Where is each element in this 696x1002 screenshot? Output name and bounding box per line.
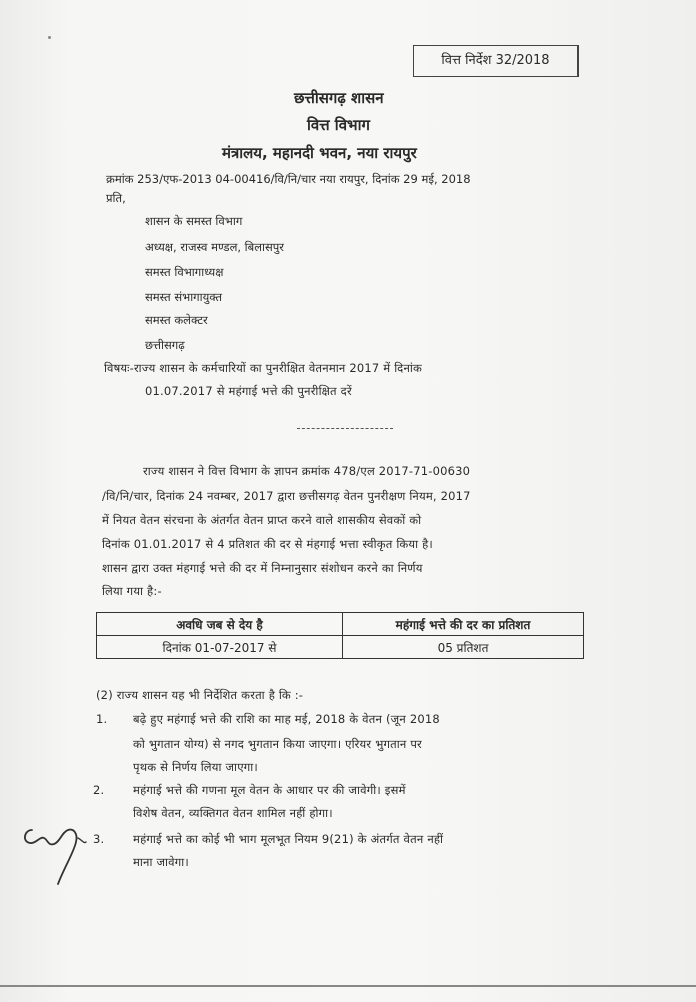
table-header-cell: अवधि जब से देय है: [97, 613, 343, 636]
address-heading: मंत्रालय, महानदी भवन, नया रायपुर: [222, 144, 417, 162]
department-heading: वित्त विभाग: [307, 116, 370, 134]
directive-intro: (2) राज्य शासन यह भी निर्देशित करता है कि :-: [96, 688, 304, 702]
paper-speck: [48, 36, 51, 39]
point-line: पृथक से निर्णय लिया जाएगा।: [133, 760, 258, 774]
recipient-item: समस्त कलेक्टर: [145, 313, 208, 327]
da-rate-table: [96, 612, 584, 659]
table-header-row: [97, 613, 584, 636]
point-line: महंगाई भत्ते की गणना मूल वेतन के आधार पर की जावेगी। इसमें: [133, 783, 406, 797]
memo-number-line: क्रमांक 253/एफ-2013 04-00416/वि/नि/चार नया रायपुर, दिनांक 29 मई, 2018: [106, 172, 471, 186]
recipient-item: छत्तीसगढ़: [145, 338, 185, 352]
subject-line-1: विषयः-राज्य शासन के कर्मचारियों का पुनरीक्षित वेतनमान 2017 में दिनांक: [104, 361, 423, 375]
point-line: को भुगतान योग्य) से नगद भुगतान किया जाएगा। एरियर भुगतान पर: [133, 737, 422, 751]
recipient-item: अध्यक्ष, राजस्व मण्डल, बिलासपुर: [145, 240, 285, 254]
page-bottom-edge: [0, 985, 696, 987]
recipient-item: शासन के समस्त विभाग: [145, 214, 243, 228]
reference-number-box: वित्त निर्देश 32/2018: [413, 45, 579, 77]
table-header-cell: महंगाई भत्ते की दर का प्रतिशत: [343, 613, 584, 636]
paragraph-line: दिनांक 01.01.2017 से 4 प्रतिशत की दर से मंहगाई भत्ता स्वीकृत किया है।: [102, 537, 433, 551]
point-number: 3.: [93, 832, 105, 846]
paragraph-line: लिया गया है:-: [102, 584, 162, 598]
paragraph-line: /वि/नि/चार, दिनांक 24 नवम्बर, 2017 द्वारा छत्तीसगढ़ वेतन पुनरीक्षण नियम, 2017: [102, 489, 471, 503]
point-line: महंगाई भत्ते का कोई भी भाग मूलभूत नियम 9(21) के अंतर्गत वेतन नहीं: [133, 832, 444, 846]
table-cell: 05 प्रतिशत: [343, 636, 584, 659]
point-number: 2.: [93, 783, 105, 797]
paragraph-line: राज्य शासन ने वित्त विभाग के ज्ञापन क्रमांक 478/एल 2017-71-00630: [143, 464, 471, 478]
table-row: [97, 636, 584, 659]
to-label: प्रति,: [106, 191, 126, 205]
point-line: माना जावेगा।: [133, 855, 189, 869]
government-heading: छत्तीसगढ़ शासन: [294, 89, 384, 107]
subject-line-2: 01.07.2017 से महंगाई भत्ते की पुनरीक्षित दरें: [145, 384, 352, 398]
recipient-item: समस्त विभागाध्यक्ष: [145, 265, 224, 279]
paragraph-line: शासन द्वारा उक्त मंहगाई भत्ते की दर में निम्नानुसार संशोधन करने का निर्णय: [102, 561, 423, 575]
point-line: बढ़े हुए महंगाई भत्ते की राशि का माह मई, 2018 के वेतन (जून 2018: [133, 712, 440, 726]
point-number: 1.: [96, 712, 108, 726]
table-cell: दिनांक 01-07-2017 से: [97, 636, 343, 659]
separator-dashes: [297, 428, 393, 429]
paragraph-line: में नियत वेतन संरचना के अंतर्गत वेतन प्राप्त करने वाले शासकीय सेवकों को: [102, 513, 422, 527]
handwritten-signature: [18, 812, 98, 892]
point-line: विशेष वेतन, व्यक्तिगत वेतन शामिल नहीं होगा।: [133, 806, 333, 820]
recipient-item: समस्त संभागायुक्त: [145, 290, 223, 304]
